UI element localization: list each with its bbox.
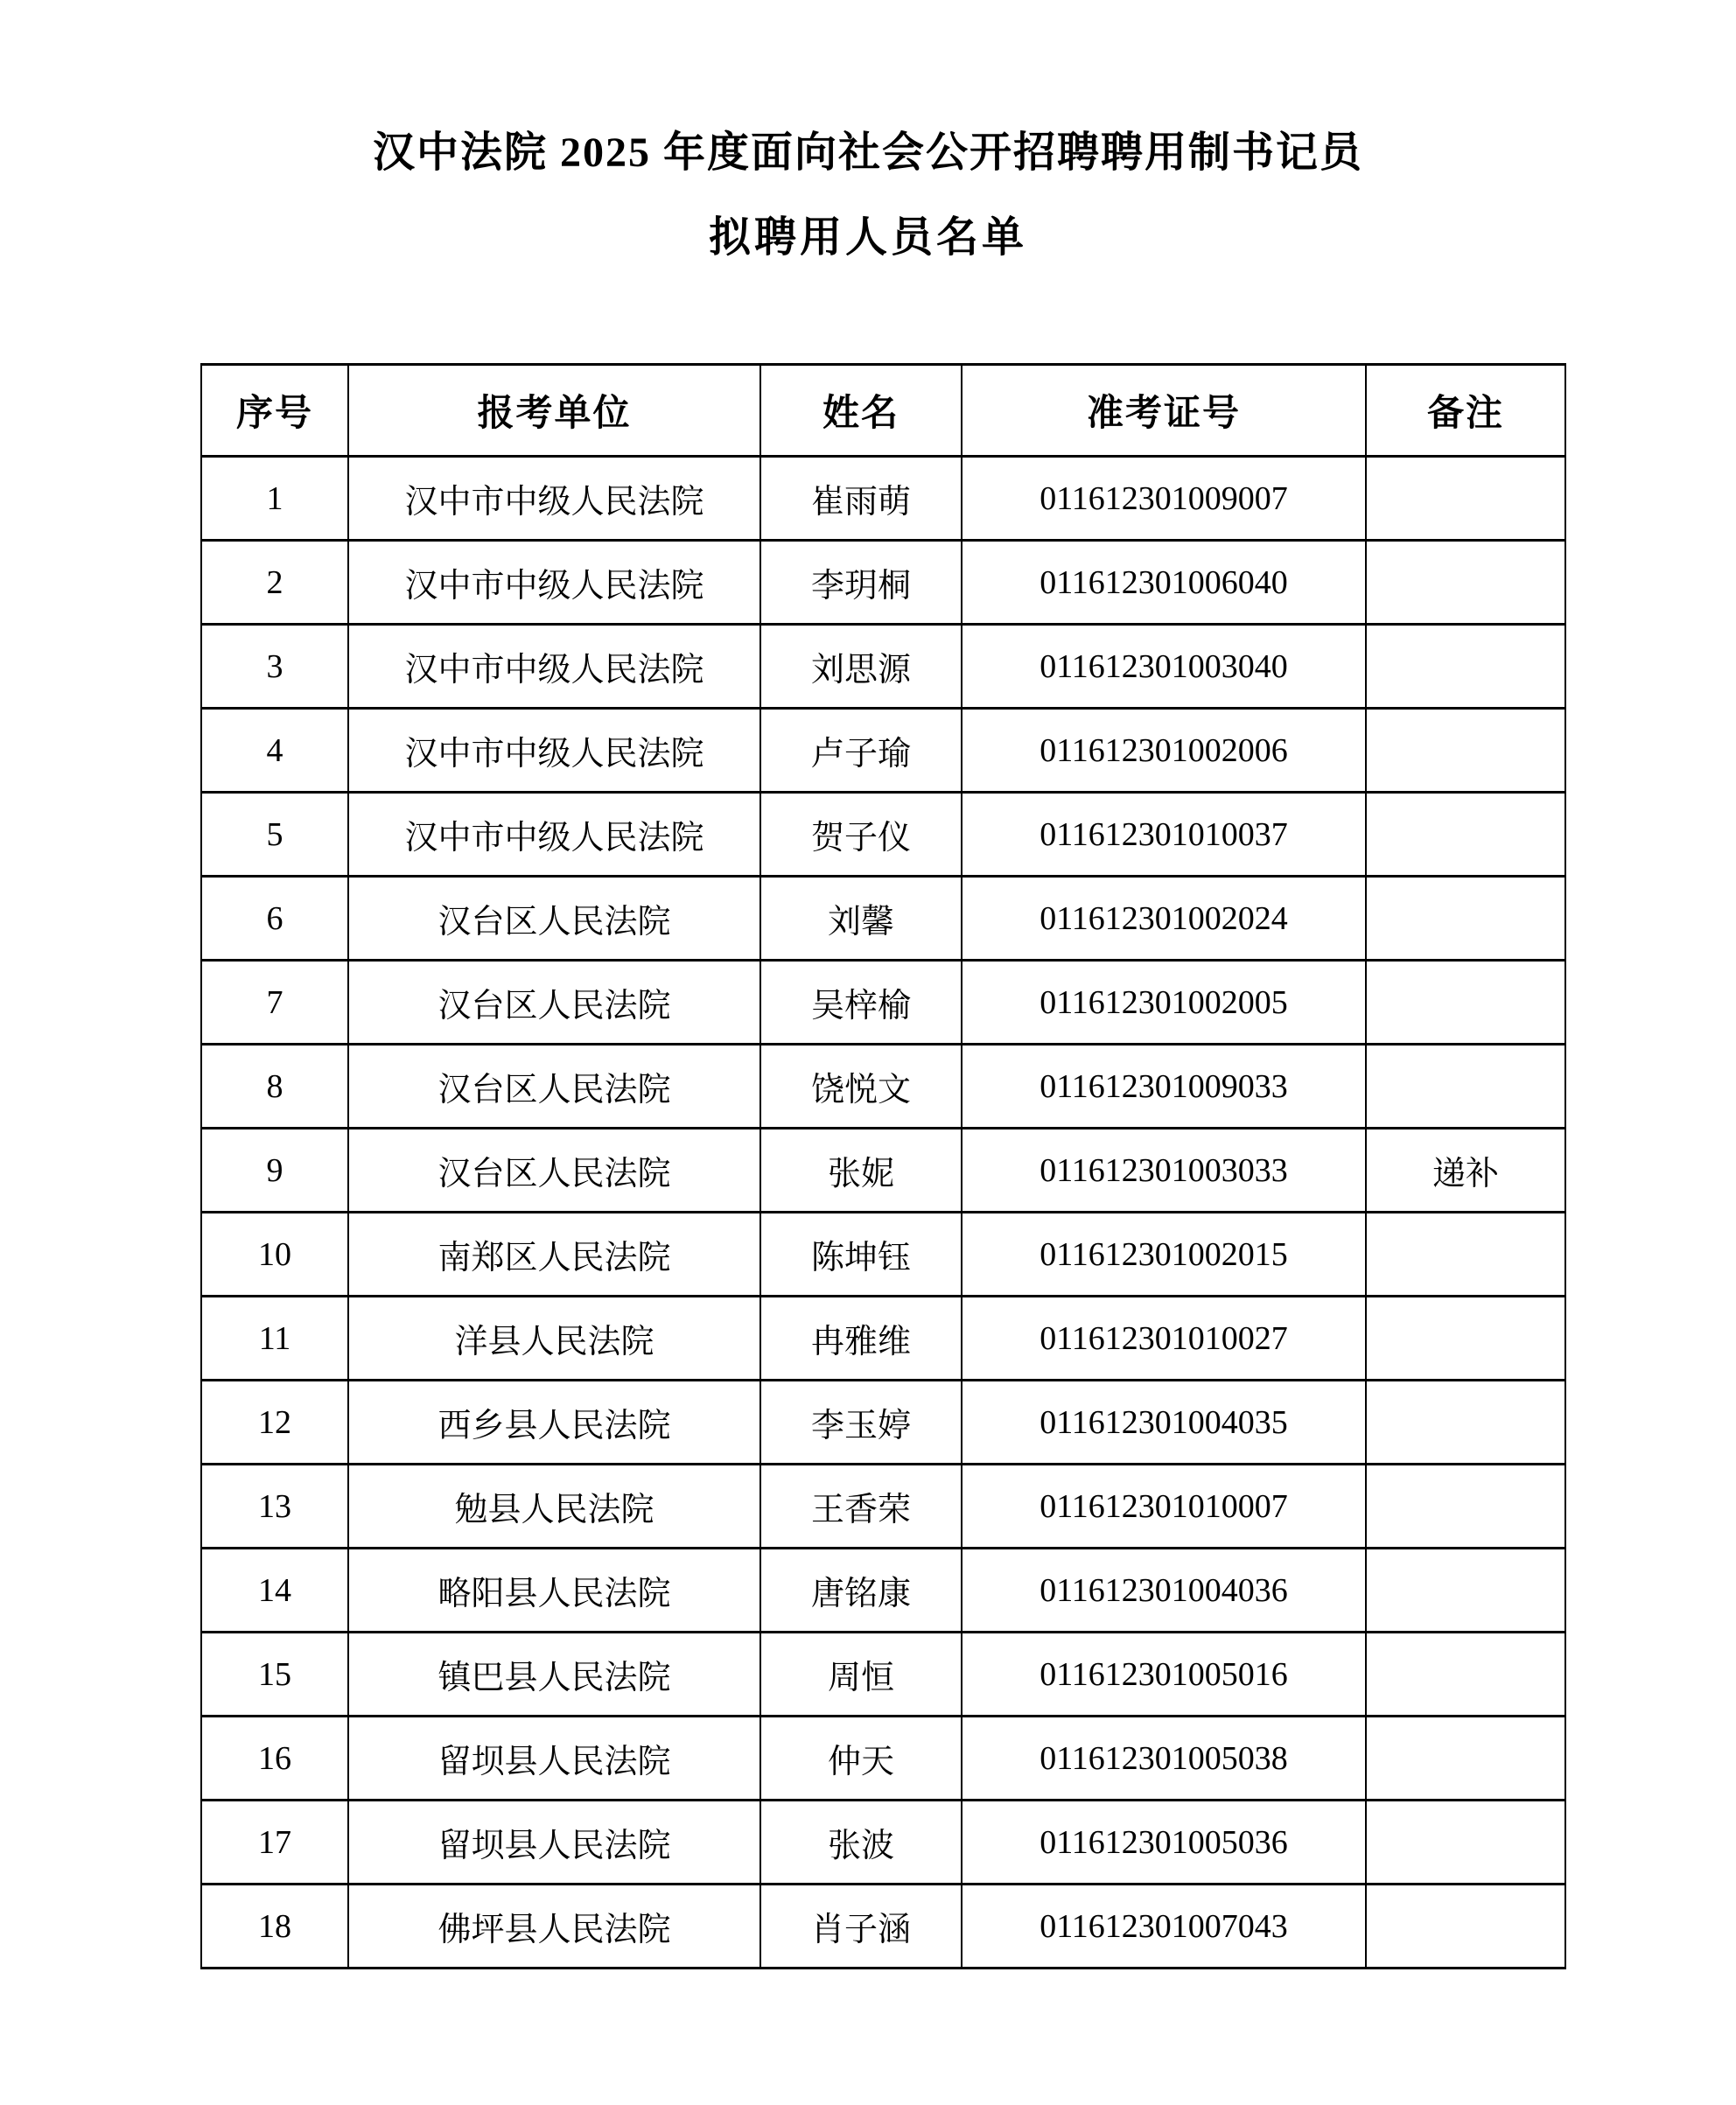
cell-name: 卢子瑜 — [760, 709, 962, 793]
cell-applied-unit: 汉台区人民法院 — [348, 1045, 760, 1129]
table-row — [201, 457, 1565, 541]
cell-name: 仲天 — [760, 1717, 962, 1801]
cell-ticket-number: 011612301002015 — [962, 1213, 1366, 1297]
table-row — [201, 1717, 1565, 1801]
cell-name: 吴梓榆 — [760, 961, 962, 1045]
cell-ticket-number: 011612301005016 — [962, 1633, 1366, 1717]
cell-name: 陈坤钰 — [760, 1213, 962, 1297]
cell-name: 肖子涵 — [760, 1885, 962, 1969]
table-row — [201, 961, 1565, 1045]
table-row — [201, 877, 1565, 961]
cell-name: 刘思源 — [760, 625, 962, 709]
cell-ticket-number: 011612301003033 — [962, 1129, 1366, 1213]
cell-remark — [1366, 1465, 1565, 1549]
table-row — [201, 1465, 1565, 1549]
cell-seq-number: 15 — [201, 1633, 348, 1717]
cell-remark — [1366, 793, 1565, 877]
cell-seq-number: 16 — [201, 1717, 348, 1801]
table-row — [201, 709, 1565, 793]
cell-name: 王香荣 — [760, 1465, 962, 1549]
cell-applied-unit: 汉中市中级人民法院 — [348, 541, 760, 625]
table-row — [201, 541, 1565, 625]
cell-remark — [1366, 1045, 1565, 1129]
cell-ticket-number: 011612301009007 — [962, 457, 1366, 541]
cell-ticket-number: 011612301010027 — [962, 1297, 1366, 1381]
cell-ticket-number: 011612301010007 — [962, 1465, 1366, 1549]
table-row — [201, 1801, 1565, 1885]
cell-applied-unit: 汉台区人民法院 — [348, 961, 760, 1045]
header-applied-unit: 报考单位 — [348, 365, 760, 457]
cell-applied-unit: 汉中市中级人民法院 — [348, 625, 760, 709]
cell-ticket-number: 011612301004035 — [962, 1381, 1366, 1465]
header-name: 姓名 — [760, 365, 962, 457]
cell-seq-number: 1 — [201, 457, 348, 541]
cell-ticket-number: 011612301007043 — [962, 1885, 1366, 1969]
cell-seq-number: 17 — [201, 1801, 348, 1885]
cell-remark — [1366, 625, 1565, 709]
table-row — [201, 1045, 1565, 1129]
table-row — [201, 625, 1565, 709]
document-title-line2: 拟聘用人员名单 — [708, 214, 1027, 261]
cell-applied-unit: 南郑区人民法院 — [348, 1213, 760, 1297]
cell-applied-unit: 汉台区人民法院 — [348, 1129, 760, 1213]
table-row — [201, 1549, 1565, 1633]
cell-name: 张妮 — [760, 1129, 962, 1213]
cell-seq-number: 5 — [201, 793, 348, 877]
cell-seq-number: 6 — [201, 877, 348, 961]
cell-seq-number: 18 — [201, 1885, 348, 1969]
cell-remark — [1366, 1633, 1565, 1717]
hiring-roster-table — [200, 363, 1566, 1969]
cell-applied-unit: 洋县人民法院 — [348, 1297, 760, 1381]
cell-ticket-number: 011612301005036 — [962, 1801, 1366, 1885]
cell-applied-unit: 西乡县人民法院 — [348, 1381, 760, 1465]
document-title-line1: 汉中法院 2025 年度面向社会公开招聘聘用制书记员 — [372, 129, 1363, 176]
cell-remark — [1366, 1297, 1565, 1381]
cell-applied-unit: 留坝县人民法院 — [348, 1801, 760, 1885]
cell-seq-number: 3 — [201, 625, 348, 709]
cell-ticket-number: 011612301002006 — [962, 709, 1366, 793]
cell-ticket-number: 011612301006040 — [962, 541, 1366, 625]
cell-name: 李玉婷 — [760, 1381, 962, 1465]
cell-applied-unit: 佛坪县人民法院 — [348, 1885, 760, 1969]
table-row — [201, 1381, 1565, 1465]
table-header-row — [201, 365, 1565, 457]
cell-seq-number: 13 — [201, 1465, 348, 1549]
cell-ticket-number: 011612301009033 — [962, 1045, 1366, 1129]
cell-remark — [1366, 1717, 1565, 1801]
cell-seq-number: 2 — [201, 541, 348, 625]
cell-seq-number: 4 — [201, 709, 348, 793]
cell-applied-unit: 汉中市中级人民法院 — [348, 457, 760, 541]
cell-remark — [1366, 1885, 1565, 1969]
cell-name: 冉雅维 — [760, 1297, 962, 1381]
table-row — [201, 1297, 1565, 1381]
cell-remark — [1366, 541, 1565, 625]
cell-ticket-number: 011612301002024 — [962, 877, 1366, 961]
cell-name: 崔雨萌 — [760, 457, 962, 541]
cell-seq-number: 11 — [201, 1297, 348, 1381]
header-seq-number: 序号 — [201, 365, 348, 457]
cell-applied-unit: 汉台区人民法院 — [348, 877, 760, 961]
cell-seq-number: 9 — [201, 1129, 348, 1213]
cell-remark — [1366, 1381, 1565, 1465]
cell-ticket-number: 011612301004036 — [962, 1549, 1366, 1633]
header-ticket-number: 准考证号 — [962, 365, 1366, 457]
cell-ticket-number: 011612301003040 — [962, 625, 1366, 709]
cell-remark — [1366, 877, 1565, 961]
cell-name: 贺子仪 — [760, 793, 962, 877]
cell-name: 李玥桐 — [760, 541, 962, 625]
cell-ticket-number: 011612301002005 — [962, 961, 1366, 1045]
cell-ticket-number: 011612301005038 — [962, 1717, 1366, 1801]
cell-remark — [1366, 1801, 1565, 1885]
cell-seq-number: 10 — [201, 1213, 348, 1297]
cell-applied-unit: 汉中市中级人民法院 — [348, 709, 760, 793]
cell-applied-unit: 汉中市中级人民法院 — [348, 793, 760, 877]
cell-remark — [1366, 1549, 1565, 1633]
cell-remark: 递补 — [1366, 1129, 1565, 1213]
cell-name: 刘馨 — [760, 877, 962, 961]
cell-remark — [1366, 1213, 1565, 1297]
table-row — [201, 1213, 1565, 1297]
table-row — [201, 1885, 1565, 1969]
table-body — [201, 457, 1565, 1969]
table-row — [201, 1129, 1565, 1213]
cell-seq-number: 7 — [201, 961, 348, 1045]
cell-seq-number: 14 — [201, 1549, 348, 1633]
table-row — [201, 793, 1565, 877]
cell-remark — [1366, 961, 1565, 1045]
cell-ticket-number: 011612301010037 — [962, 793, 1366, 877]
header-remark: 备注 — [1366, 365, 1565, 457]
cell-name: 张波 — [760, 1801, 962, 1885]
cell-applied-unit: 勉县人民法院 — [348, 1465, 760, 1549]
cell-name: 饶悦文 — [760, 1045, 962, 1129]
cell-seq-number: 8 — [201, 1045, 348, 1129]
cell-applied-unit: 镇巴县人民法院 — [348, 1633, 760, 1717]
table-row — [201, 1633, 1565, 1717]
cell-applied-unit: 留坝县人民法院 — [348, 1717, 760, 1801]
cell-applied-unit: 略阳县人民法院 — [348, 1549, 760, 1633]
cell-seq-number: 12 — [201, 1381, 348, 1465]
cell-name: 唐铭康 — [760, 1549, 962, 1633]
cell-remark — [1366, 457, 1565, 541]
cell-remark — [1366, 709, 1565, 793]
cell-name: 周恒 — [760, 1633, 962, 1717]
